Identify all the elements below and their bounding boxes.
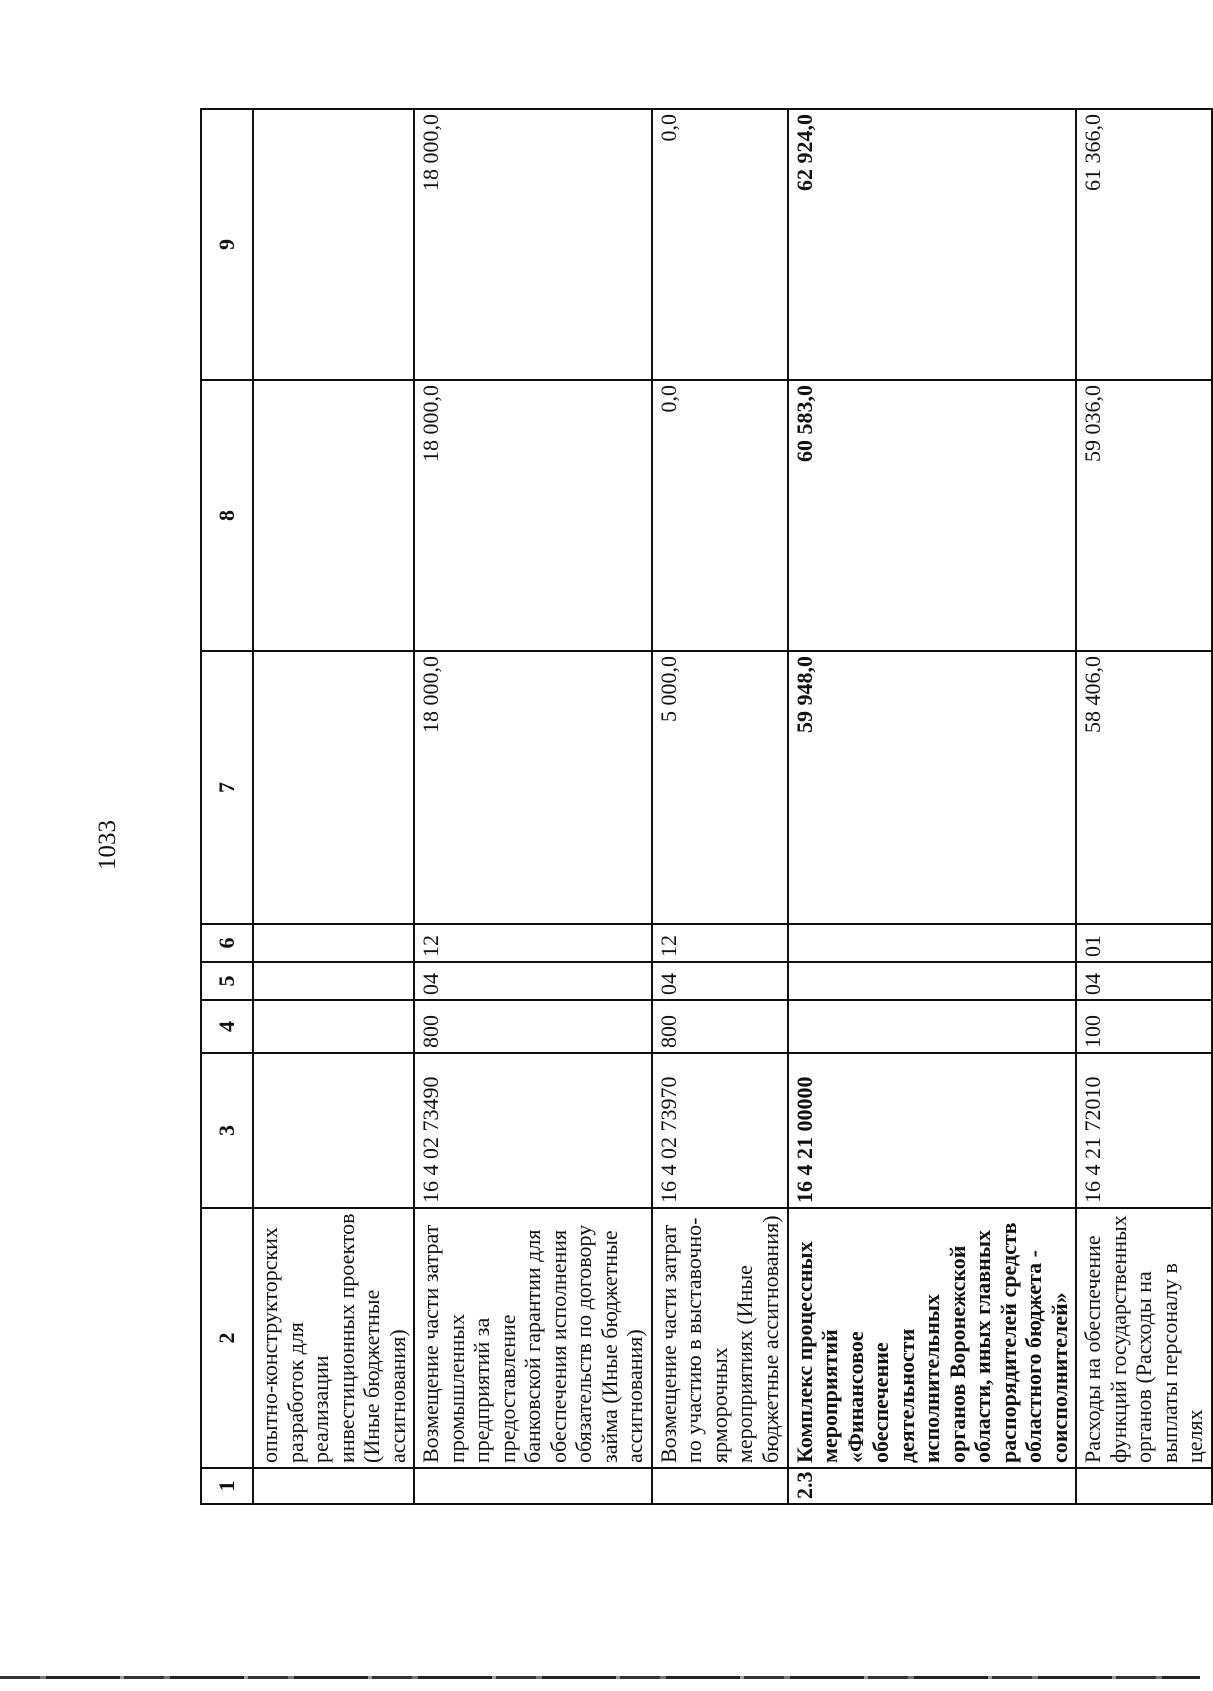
scan-bottom-edge <box>0 1676 1200 1679</box>
amount-col8: 59 036,0 <box>1076 380 1212 651</box>
table-row-subtotal <box>788 109 1077 1504</box>
target-article-code: 16 4 02 73490 <box>414 1053 652 1208</box>
subsection-code <box>788 924 1077 962</box>
row-description: Возмещение части затрат промышленных предприятий за предоставление банковской гарантии для обеспечения исполнения обязательств по договору займа (Иные бюджетные ассигнования) <box>414 1208 652 1468</box>
expense-type-code <box>253 1000 414 1053</box>
section-code: 04 <box>1076 962 1212 1000</box>
page-number: 1033 <box>94 820 121 870</box>
amount-col8: 0,0 <box>652 380 788 651</box>
column-header: 1 <box>201 1468 253 1504</box>
amount-col7: 5 000,0 <box>652 651 788 924</box>
expense-type-code: 800 <box>414 1000 652 1053</box>
section-code: 04 <box>652 962 788 1000</box>
subsection-code: 12 <box>414 924 652 962</box>
row-number <box>652 1468 788 1504</box>
column-header: 8 <box>201 380 253 651</box>
column-header: 6 <box>201 924 253 962</box>
column-header: 4 <box>201 1000 253 1053</box>
row-description: Возмещение части затрат по участию в выставочно-ярморочных мероприятиях (Иные бюджетные ассигнования) <box>652 1208 788 1468</box>
amount-col8 <box>253 380 414 651</box>
expense-type-code: 100 <box>1076 1000 1212 1053</box>
column-header: 2 <box>201 1208 253 1468</box>
expense-type-code <box>788 1000 1077 1053</box>
amount-col7: 58 406,0 <box>1076 651 1212 924</box>
table-row <box>652 109 788 1504</box>
subsection-code: 12 <box>652 924 788 962</box>
table-row <box>253 109 414 1504</box>
amount-col9: 61 366,0 <box>1076 109 1212 380</box>
amount-col9: 18 000,0 <box>414 109 652 380</box>
amount-col8: 60 583,0 <box>788 380 1077 651</box>
table-row <box>1076 109 1212 1504</box>
row-description: Комплекс процессных мероприятий «Финансовое обеспечение деятельности исполнительных органов Воронежской области, иных главных распорядителей средств областного бюджета - соисполнителей» <box>788 1208 1077 1468</box>
budget-table <box>200 108 1213 1505</box>
column-header: 9 <box>201 109 253 380</box>
section-code <box>253 962 414 1000</box>
row-description: опытно-конструкторских разработок для реализации инвестиционных проектов (Иные бюджетные ассигнования) <box>253 1208 414 1468</box>
amount-col7: 59 948,0 <box>788 651 1077 924</box>
row-number <box>253 1468 414 1504</box>
subsection-code <box>253 924 414 962</box>
target-article-code <box>253 1053 414 1208</box>
table-header-row <box>201 109 253 1504</box>
row-number <box>1076 1468 1212 1504</box>
column-header: 7 <box>201 651 253 924</box>
section-code: 04 <box>414 962 652 1000</box>
subsection-code: 01 <box>1076 924 1212 962</box>
rotated-table-frame <box>200 110 1208 1505</box>
table-row <box>414 109 652 1504</box>
target-article-code: 16 4 21 00000 <box>788 1053 1077 1208</box>
amount-col7: 18 000,0 <box>414 651 652 924</box>
amount-col9: 0,0 <box>652 109 788 380</box>
amount-col9: 62 924,0 <box>788 109 1077 380</box>
amount-col8: 18 000,0 <box>414 380 652 651</box>
column-header: 5 <box>201 962 253 1000</box>
column-header: 3 <box>201 1053 253 1208</box>
expense-type-code: 800 <box>652 1000 788 1053</box>
target-article-code: 16 4 21 72010 <box>1076 1053 1212 1208</box>
amount-col9 <box>253 109 414 380</box>
amount-col7 <box>253 651 414 924</box>
row-number: 2.3 <box>788 1468 1077 1504</box>
section-code <box>788 962 1077 1000</box>
target-article-code: 16 4 02 73970 <box>652 1053 788 1208</box>
row-description: Расходы на обеспечение функций государственных органов (Расходы на выплаты персоналу в целях <box>1076 1208 1212 1468</box>
row-number <box>414 1468 652 1504</box>
